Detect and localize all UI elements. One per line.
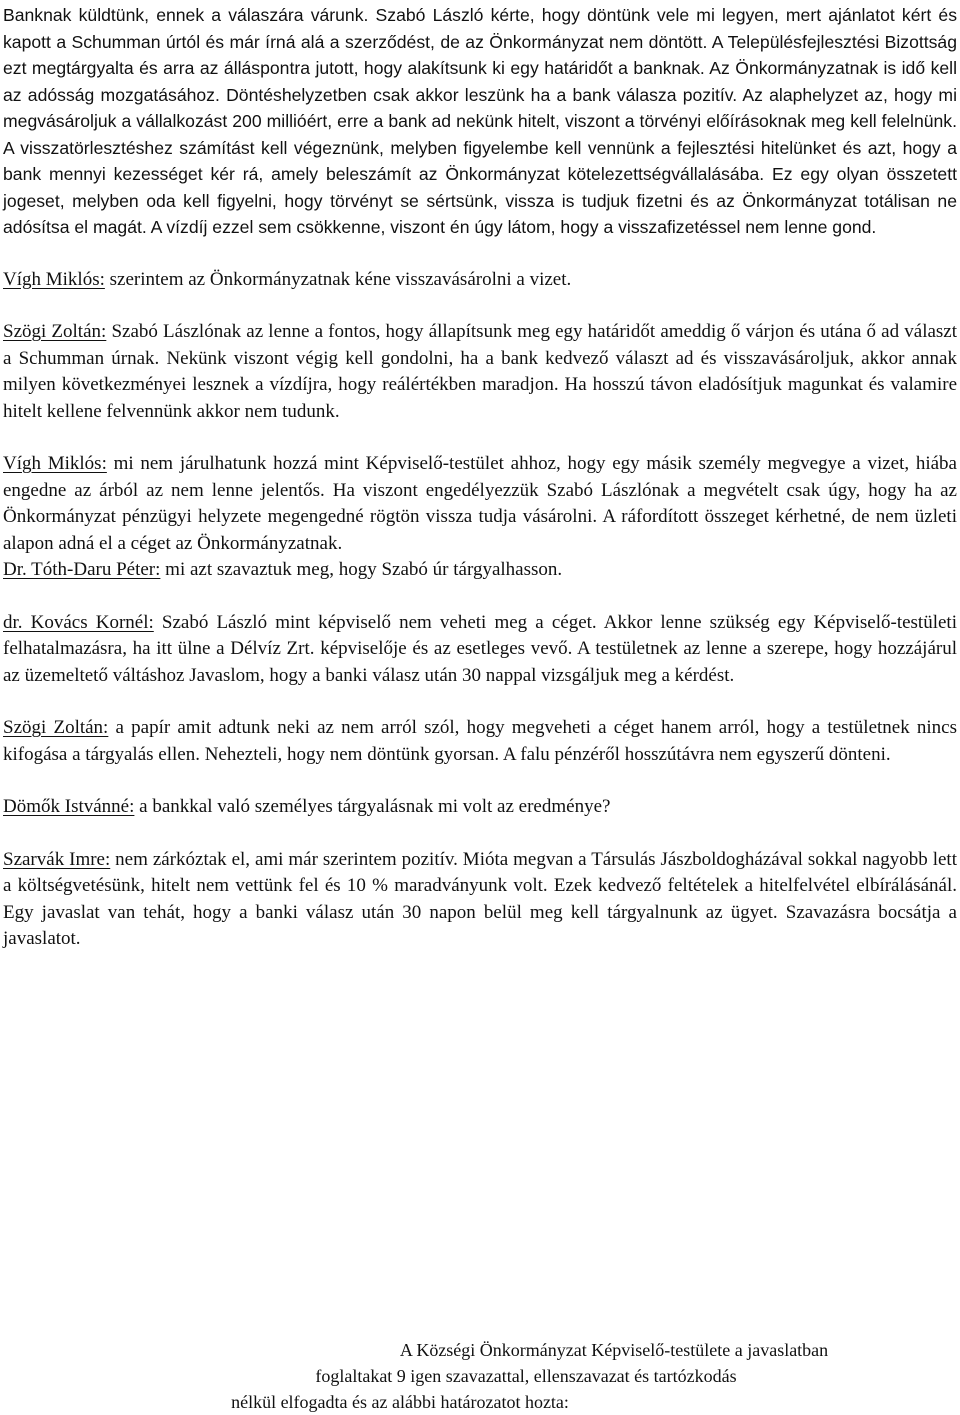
paragraph-szogi-2	[3, 715, 957, 768]
speaker-name: Dr. Tóth-Daru Péter:	[3, 559, 161, 580]
paragraph-text: szerintem az Önkormányzatnak kéne visszavásárolni a vizet.	[104, 268, 572, 290]
speaker-name: dr. Kovács Kornél:	[3, 611, 154, 633]
speaker-name: Szarvák Imre:	[3, 848, 111, 870]
speaker-name: Vígh Miklós:	[3, 268, 105, 290]
speaker-name: Szögi Zoltán:	[3, 321, 107, 342]
paragraph-text: Banknak küldtünk, ennek a válaszára várunk. Szabó László kérte, hogy döntünk vele mi legyen, mert ajánlatot kért és kapott a Schumman úrtól és már írná alá a szerződést, de az Önkormányzat nem döntött. A Településfejlesztési Bizottság ezt megtárgyalta és arra az álláspontra jutott, hogy alakítsunk ki egy határidőt a banknak. Az Önkormányzatnak is idő kell az adósság mozgatásához. Döntéshelyzetben csak akkor leszünk ha a bank válasza pozitív. Az alaphelyzet az, hogy mi megvásároljuk a vállalkozást 200 millióért, erre a bank ad nekünk hitelt, viszont a törvényi előírásoknak meg kell felelnünk. A visszatörlesztéshez számítást kell végeznünk, melyben figyelembe kell vennünk a fejlesztési hitelünket és azt, hogy a bank mennyi kezességet kér rá, amely beleszámít az Önkormányzat kötelezettségvállalásába. Ez egy olyan összetett jogeset, melyben oda kell figyelni, hogy törvényt se sértsünk, vissza is tudjuk fizetni és az Önkormányzat totálisan ne adósítsa el magát. A vízdíj ezzel sem csökkenne, viszont én úgy látom, hogy a visszafizetéssel nem lenne gond.	[3, 5, 957, 237]
paragraph-text: a bankkal való személyes tárgyalásnak mi volt az eredménye?	[134, 796, 611, 817]
paragraph-intro	[3, 2, 957, 241]
paragraph-text: mi nem járulhatunk hozzá mint Képviselő-testület ahhoz, hogy egy másik személy megvegye a vizet, hiába engedne az árból az nem lenne jelentős. Ha viszont engedélyezzük Szabó Lászlónak a megvételt csak úgy, hogy ha az Önkormányzat pénzügyi helyzete megengedné rögtön vissza tudja vásárolni. A ráfordított összeget kérhetné, de nem üzleti alapon adná el a céget az Önkormányzatnak.	[3, 453, 957, 554]
paragraph-toth-daru	[3, 557, 957, 584]
speaker-name: Vígh Miklós:	[3, 453, 107, 474]
speaker-name: Szögi Zoltán:	[3, 717, 109, 738]
paragraph-kovacs	[3, 610, 957, 690]
paragraph-text: a papír amit adtunk neki az nem arról szól, hogy megveheti a céget hanem arról, hogy a testületnek nincs kifogása a tárgyalás ellen. Nehezteli, hogy nem döntünk gyorsan. A falu pénzéről hosszútávra nem egyszerű dönteni.	[3, 717, 957, 765]
paragraph-text: nem zárkóztak el, ami már szerintem pozitív. Mióta megvan a Társulás Jászboldogházával sokkal nagyobb lett a költségvetésünk, hitelt nem vettünk fel és 10 % maradványunk volt. Ezek kedvező feltételek a hitelfelvétel elbírálásánál. Egy javaslat van tehát, hogy a banki válasz után 30 napon belül meg kell tárgyalnunk az ügyet. Szavazásra bocsátja a javaslatot.	[3, 848, 957, 949]
speaker-name: Dömők Istvánné:	[3, 796, 135, 817]
footer-line-1: A Községi Önkormányzat Képviselő-testülete a javaslatban	[399, 1340, 829, 1360]
paragraph-szarvak	[3, 847, 957, 953]
paragraph-text: Szabó László mint képviselő nem veheti meg a céget. Akkor lenne szükség egy Képviselő-testületi felhatalmazásra, ha itt ülne a Délvíz Zrt. képviselője és az esetleges vevő. A testületnek az lenne a szerepe, hogy hozzájárul az üzemeltető váltáshoz Javaslom, hogy a banki válasz után 30 nappal vizsgáljuk meg a kérdést.	[3, 611, 957, 686]
paragraph-domok	[3, 794, 957, 821]
paragraph-text: mi azt szavaztuk meg, hogy Szabó úr tárgyalhasson.	[160, 559, 563, 580]
footer-line-3: nélkül elfogadta és az alábbi határozatot hozta:	[231, 1392, 569, 1412]
paragraph-text: Szabó Lászlónak az lenne a fontos, hogy állapítsunk meg egy határidőt ameddig ő várjon és utána ő ad választ a Schumman úrnak. Nekünk viszont végig kell gondolni, ha a bank kedvező választ ad és visszavásároljuk, akkor annak milyen következményei lesznek a vízdíjra, hogy reálértékben maradjon. Ha hosszú távon eladósítjuk magunkat és valamire hitelt kellene felvennünk akkor nem tudunk.	[3, 321, 958, 422]
paragraph-vigh-1	[3, 267, 957, 294]
resolution-footer	[0, 1337, 960, 1415]
paragraph-vigh-2	[3, 451, 957, 557]
paragraph-szogi-1	[3, 319, 957, 425]
footer-line-2: foglaltakat 9 igen szavazattal, ellenszavazat és tartózkodás	[315, 1366, 737, 1386]
